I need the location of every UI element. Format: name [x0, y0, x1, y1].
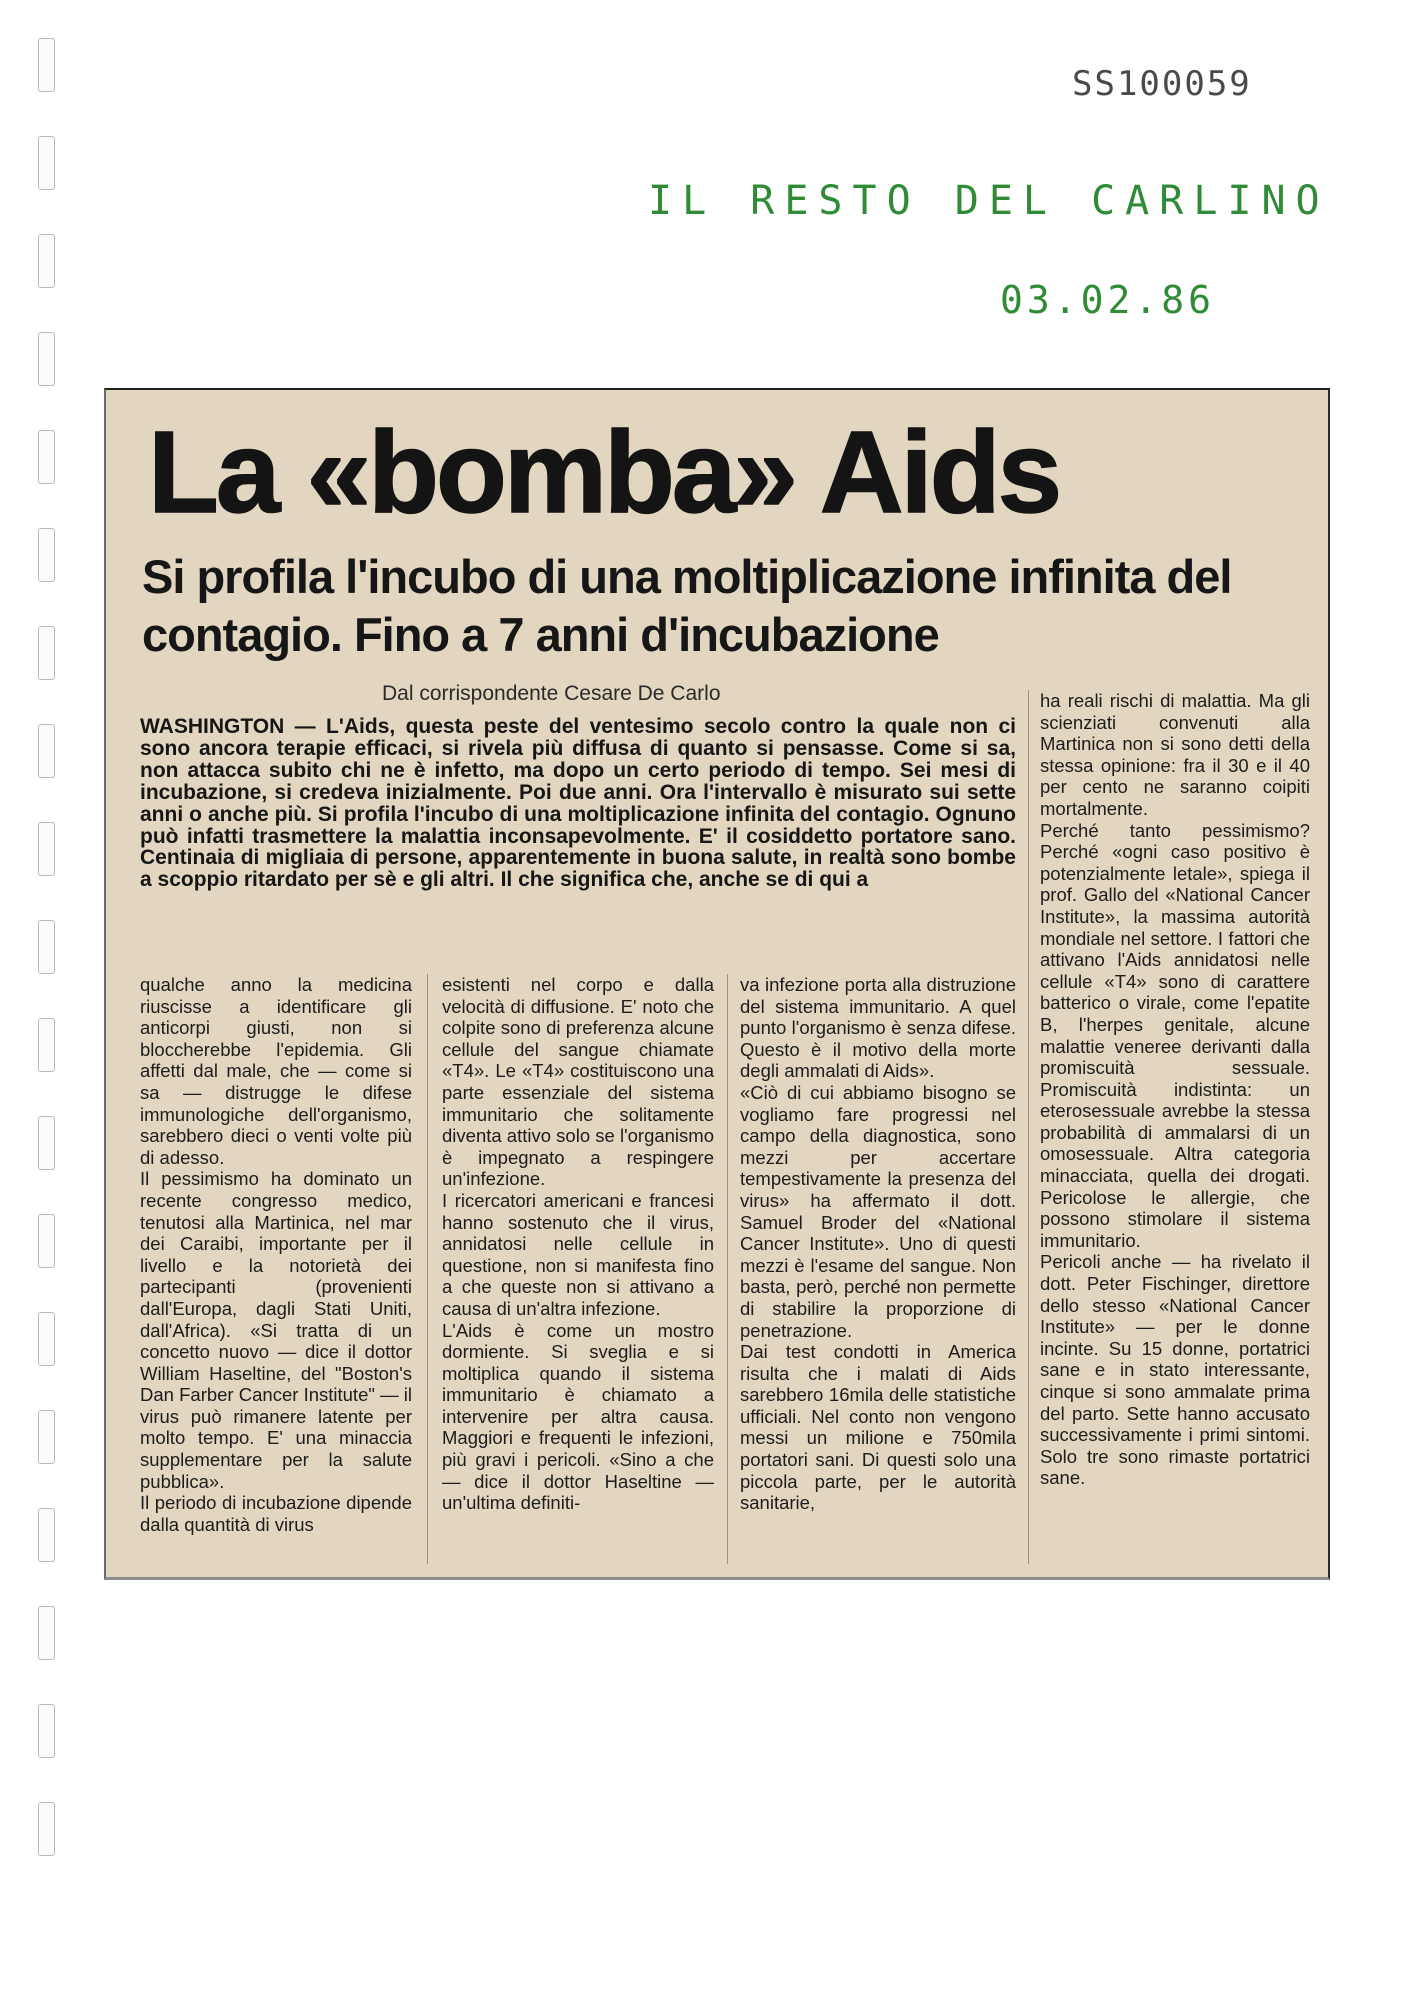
binder-hole — [38, 1508, 55, 1562]
column-divider — [427, 974, 428, 1564]
binder-hole — [38, 38, 55, 92]
article-column-1: qualche anno la medicina riuscisse a identificare gli anticorpi giusti, non si bloccherebbe l'epidemia. Gli affetti dal male, che — come si sa — distrugge le difese immunologiche dell'organismo, sarebbero dieci o venti volte più di adesso. Il pessimismo ha dominato un recente congresso medico, tenutosi alla Martinica, nel mar dei Caraibi, importante per il livello e la notorietà dei partecipanti (provenienti dall'Europa, dagli Stati Uniti, dall'Africa). «Si tratta di un concetto nuovo — dice il dottor William Haseltine, del "Boston's Dan Farber Cancer Institute" — il virus può rimanere latente per molto tempo. E' una minaccia supplementare per la salute pubblica». Il periodo di incubazione dipende dalla quantità di virus — [140, 974, 412, 1535]
article-subheadline: Si profila l'incubo di una moltiplicazione infinita del contagio. Fino a 7 anni d'incubazione — [142, 550, 1232, 661]
binder-hole — [38, 1312, 55, 1366]
binder-hole — [38, 1704, 55, 1758]
binder-hole — [38, 1214, 55, 1268]
binder-hole — [38, 1116, 55, 1170]
article-headline: La «bomba» Aids — [148, 407, 1060, 537]
binder-hole — [38, 136, 55, 190]
binder-hole — [38, 920, 55, 974]
article-column-4: ha reali rischi di malattia. Ma gli scienziati convenuti alla Martinica non si sono detti della stessa opinione: fra il 30 e il 40 per cento ne saranno coipiti mortalmente. Perché tanto pessimismo? Perché «ogni caso positivo è potenzialmente letale», spiega il prof. Gallo del «National Cancer Institute», la massima autorità mondiale nel settore. I fattori che attivano l'Aids annidatosi nelle cellule «T4» sono di carattere batterico o virale, come l'epatite B, l'herpes genitale, alcune malattie veneree derivanti dalla promiscuità sessuale. Promiscuità indistinta: un eterosessuale avrebbe la stessa probabilità di ammalarsi di un omosessuale. Altra categoria minacciata, quella dei drogati. Pericolose le allergie, che possono stimolare il sistema immunitario. Pericoli anche — ha rivelato il dott. Peter Fischinger, direttore dello stesso «National Cancer Institute» — per le donne incinte. Su 15 donne, portatrici sane e in stato interessante, cinque si sono ammalate prima del parto. Sette hanno accusato successivamente i primi sintomi. Solo tre sono rimaste portatrici sane. — [1040, 690, 1310, 1489]
binder-hole — [38, 1410, 55, 1464]
archive-code: SS100059 — [1072, 64, 1252, 104]
binder-holes — [38, 28, 62, 1958]
column-divider — [727, 974, 728, 1564]
binder-hole — [38, 1802, 55, 1856]
article-lead: WASHINGTON — L'Aids, questa peste del ventesimo secolo contro la quale non ci sono ancora terapie efficaci, si rivela più diffusa di quanto si pensasse. Come si sa, non attacca subito chi ne è infetto, ma dopo un certo periodo di tempo. Sei mesi di incubazione, si credeva inizialmente. Poi due anni. Ora l'intervallo è misurato sui sette anni o anche più. Si profila l'incubo di una moltiplicazione infinita del contagio. Ognuno può infatti trasmettere la malattia inconsapevolmente. E' il cosiddetto portatore sano. Centinaia di migliaia di persone, apparentemente in buona salute, in realtà sono bombe a scoppio ritardato per sè e gli altri. Il che significa che, anche se di qui a — [140, 715, 1016, 892]
binder-hole — [38, 724, 55, 778]
binder-hole — [38, 1018, 55, 1072]
article-column-2: esistenti nel corpo e dalla velocità di diffusione. E' noto che colpite sono di preferenza alcune cellule del sangue chiamate «T4». Le «T4» costituiscono una parte essenziale del sistema immunitario che solitamente diventa attivo solo se l'organismo è impegnato a respingere un'infezione. I ricercatori americani e francesi hanno sostenuto che il virus, annidatosi nelle cellule in questione, non si manifesta fino a che queste non si attivano a causa di un'altra infezione. L'Aids è come un mostro dormiente. Si sveglia e si moltiplica quando il sistema immunitario è chiamato a intervenire per altra causa. Maggiori e frequenti le infezioni, più gravi i pericoli. «Sino a che — dice il dottor Haseltine — un'ultima definiti- — [442, 974, 714, 1514]
column-divider — [1028, 690, 1029, 1564]
clipping-date: 03.02.86 — [1000, 278, 1216, 322]
binder-hole — [38, 234, 55, 288]
binder-hole — [38, 430, 55, 484]
binder-hole — [38, 528, 55, 582]
binder-hole — [38, 1606, 55, 1660]
binder-hole — [38, 626, 55, 680]
binder-hole — [38, 822, 55, 876]
binder-hole — [38, 332, 55, 386]
newspaper-name: IL RESTO DEL CARLINO — [648, 178, 1330, 224]
newspaper-clipping — [104, 388, 1330, 1580]
article-byline: Dal corrispondente Cesare De Carlo — [382, 682, 721, 705]
article-column-3: va infezione porta alla distruzione del sistema immunitario. A quel punto l'organismo è senza difese. Questo è il motivo della morte degli ammalati di Aids». «Ciò di cui abbiamo bisogno se vogliamo fare progressi nel campo della diagnostica, sono mezzi per accertare tempestivamente la presenza del virus» ha affermato il dott. Samuel Broder del «National Cancer Institute». Uno di questi mezzi è l'esame del sangue. Non basta, però, perché non permette di stabilire la proporzione di penetrazione. Dai test condotti in America risulta che i malati di Aids sarebbero 16mila delle statistiche ufficiali. Nel conto non vengono messi un milione e 750mila portatori sani. Di questi solo una piccola parte, per le autorità sanitarie, — [740, 974, 1016, 1514]
